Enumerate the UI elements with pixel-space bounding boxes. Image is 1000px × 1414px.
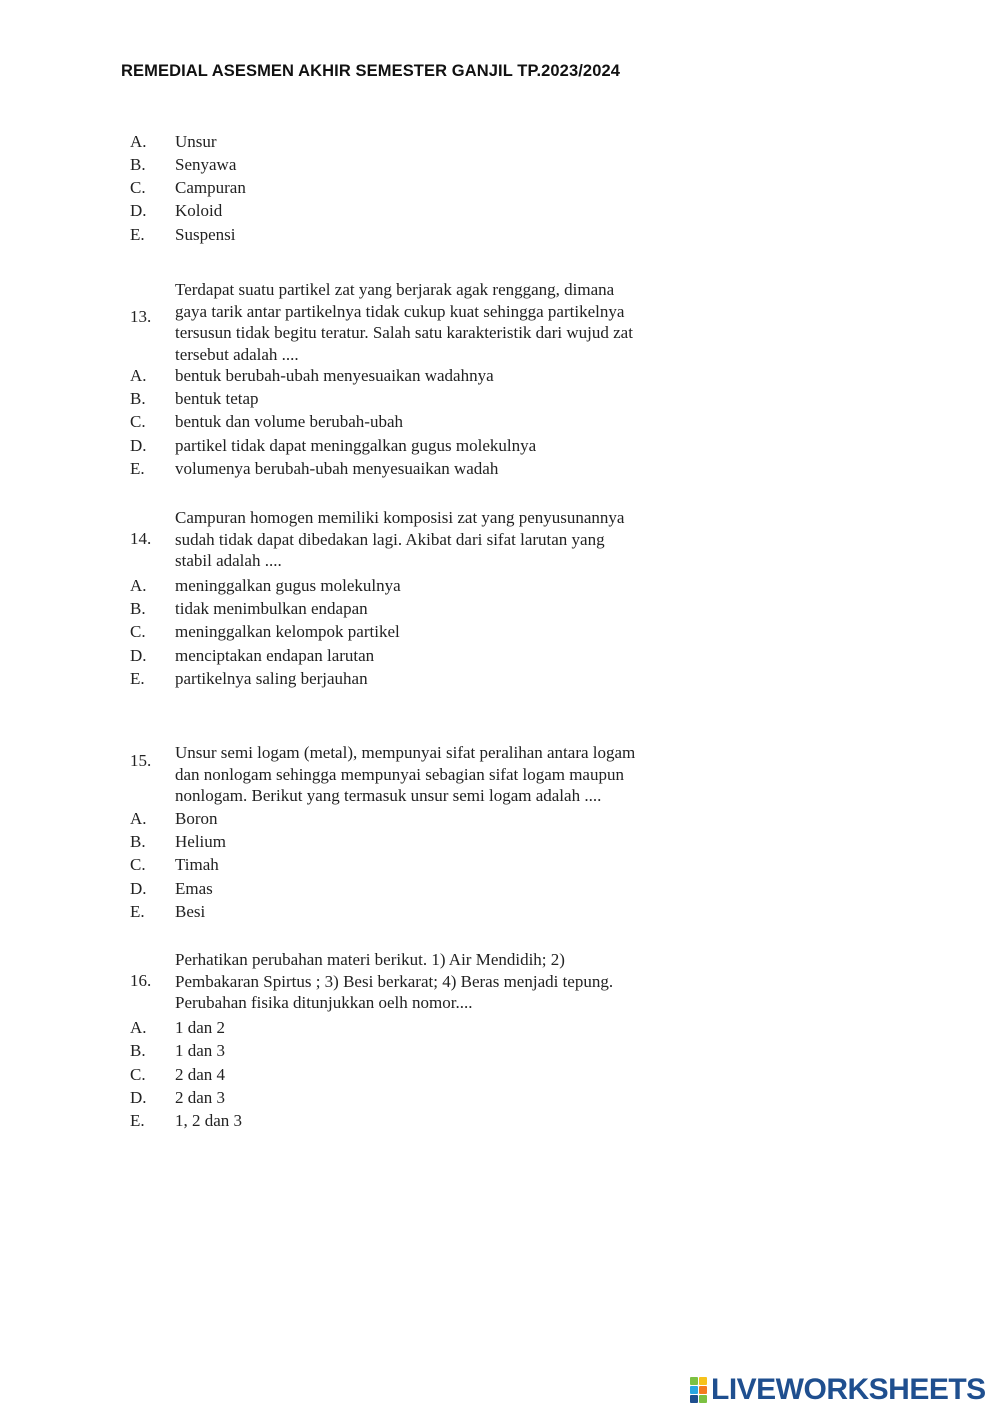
option-label: B. bbox=[130, 155, 146, 174]
option-label: C. bbox=[130, 178, 146, 197]
option-text: 2 dan 4 bbox=[175, 1065, 226, 1084]
option-text: menciptakan endapan larutan bbox=[175, 646, 375, 665]
option-label: A. bbox=[130, 809, 147, 828]
option-label: C. bbox=[130, 622, 146, 641]
option-label: B. bbox=[130, 389, 146, 408]
question-text bbox=[175, 949, 695, 1014]
option-text: partikelnya saling berjauhan bbox=[175, 669, 368, 688]
question-number: 15. bbox=[130, 751, 152, 770]
option-text: Senyawa bbox=[175, 155, 237, 174]
option-label: C. bbox=[130, 412, 146, 431]
question-number: 13. bbox=[130, 307, 152, 326]
option-text: tidak menimbulkan endapan bbox=[175, 599, 368, 618]
question-number: 16. bbox=[130, 971, 152, 990]
liveworksheets-logo-icon bbox=[690, 1377, 707, 1403]
option-text: Unsur bbox=[175, 132, 217, 151]
option-label: A. bbox=[130, 576, 147, 595]
option-text: Timah bbox=[175, 855, 219, 874]
option-label: A. bbox=[130, 1018, 147, 1037]
option-label: E. bbox=[130, 459, 145, 478]
option-text: Boron bbox=[175, 809, 218, 828]
question-line: Pembakaran Spirtus ; 3) Besi berkarat; 4) Beras menjadi tepung. bbox=[175, 971, 614, 991]
option-text: 1, 2 dan 3 bbox=[175, 1111, 243, 1130]
liveworksheets-wordmark: LIVEWORKSHEETS bbox=[711, 1373, 986, 1406]
question-text bbox=[175, 279, 695, 365]
page-title: REMEDIAL ASESMEN AKHIR SEMESTER GANJIL TP.2023/2024 bbox=[121, 62, 621, 80]
question-line: sudah tidak dapat dibedakan lagi. Akibat dari sifat larutan yang bbox=[175, 529, 605, 549]
option-text: 1 dan 2 bbox=[175, 1018, 226, 1037]
option-label: E. bbox=[130, 902, 145, 921]
option-text: Emas bbox=[175, 879, 213, 898]
option-label: B. bbox=[130, 599, 146, 618]
question-line: Terdapat suatu partikel zat yang berjarak agak renggang, dimana bbox=[175, 280, 615, 299]
option-label: A. bbox=[130, 132, 147, 151]
question-number: 14. bbox=[130, 529, 152, 548]
option-text: bentuk dan volume berubah-ubah bbox=[175, 412, 404, 431]
option-label: C. bbox=[130, 1065, 146, 1084]
option-label: D. bbox=[130, 879, 147, 898]
option-label: B. bbox=[130, 1041, 146, 1060]
option-label: E. bbox=[130, 225, 145, 244]
option-text: Besi bbox=[175, 902, 206, 921]
question-line: Perhatikan perubahan materi berikut. 1) Air Mendidih; 2) bbox=[175, 950, 565, 969]
option-text: 1 dan 3 bbox=[175, 1041, 226, 1060]
option-label: B. bbox=[130, 832, 146, 851]
option-text: Helium bbox=[175, 832, 226, 851]
option-text: partikel tidak dapat meninggalkan gugus molekulnya bbox=[175, 436, 537, 455]
question-text bbox=[175, 507, 695, 572]
option-label: E. bbox=[130, 1111, 145, 1130]
option-text: meninggalkan kelompok partikel bbox=[175, 622, 400, 641]
question-line: tersebut adalah .... bbox=[175, 344, 299, 364]
option-label: D. bbox=[130, 646, 147, 665]
option-label: D. bbox=[130, 436, 147, 455]
option-text: Suspensi bbox=[175, 225, 236, 244]
question-line: Unsur semi logam (metal), mempunyai sifat peralihan antara logam bbox=[175, 743, 636, 762]
question-line: Perubahan fisika ditunjukkan oelh nomor.... bbox=[175, 993, 473, 1012]
question-text bbox=[175, 742, 695, 807]
option-label: A. bbox=[130, 366, 147, 385]
question-line: nonlogam. Berikut yang termasuk unsur semi logam adalah .... bbox=[175, 786, 602, 805]
liveworksheets-logo[interactable] bbox=[690, 1374, 986, 1406]
option-text: meninggalkan gugus molekulnya bbox=[175, 576, 401, 595]
question-line: dan nonlogam sehingga mempunyai sebagian sifat logam maupun bbox=[175, 764, 624, 784]
option-label: D. bbox=[130, 1088, 147, 1107]
option-text: Koloid bbox=[175, 201, 223, 220]
question-line: Campuran homogen memiliki komposisi zat yang penyusunannya bbox=[175, 508, 625, 527]
question-line: stabil adalah .... bbox=[175, 551, 282, 570]
option-text: volumenya berubah-ubah menyesuaikan wadah bbox=[175, 459, 499, 478]
option-label: E. bbox=[130, 669, 145, 688]
option-text: bentuk tetap bbox=[175, 389, 259, 408]
option-label: C. bbox=[130, 855, 146, 874]
option-label: D. bbox=[130, 201, 147, 220]
option-text: 2 dan 3 bbox=[175, 1088, 226, 1107]
option-text: Campuran bbox=[175, 178, 246, 197]
option-text: bentuk berubah-ubah menyesuaikan wadahnya bbox=[175, 366, 494, 385]
question-line: gaya tarik antar partikelnya tidak cukup kuat sehingga partikelnya bbox=[175, 301, 625, 321]
question-line: tersusun tidak begitu teratur. Salah satu karakteristik dari wujud zat bbox=[175, 323, 633, 342]
